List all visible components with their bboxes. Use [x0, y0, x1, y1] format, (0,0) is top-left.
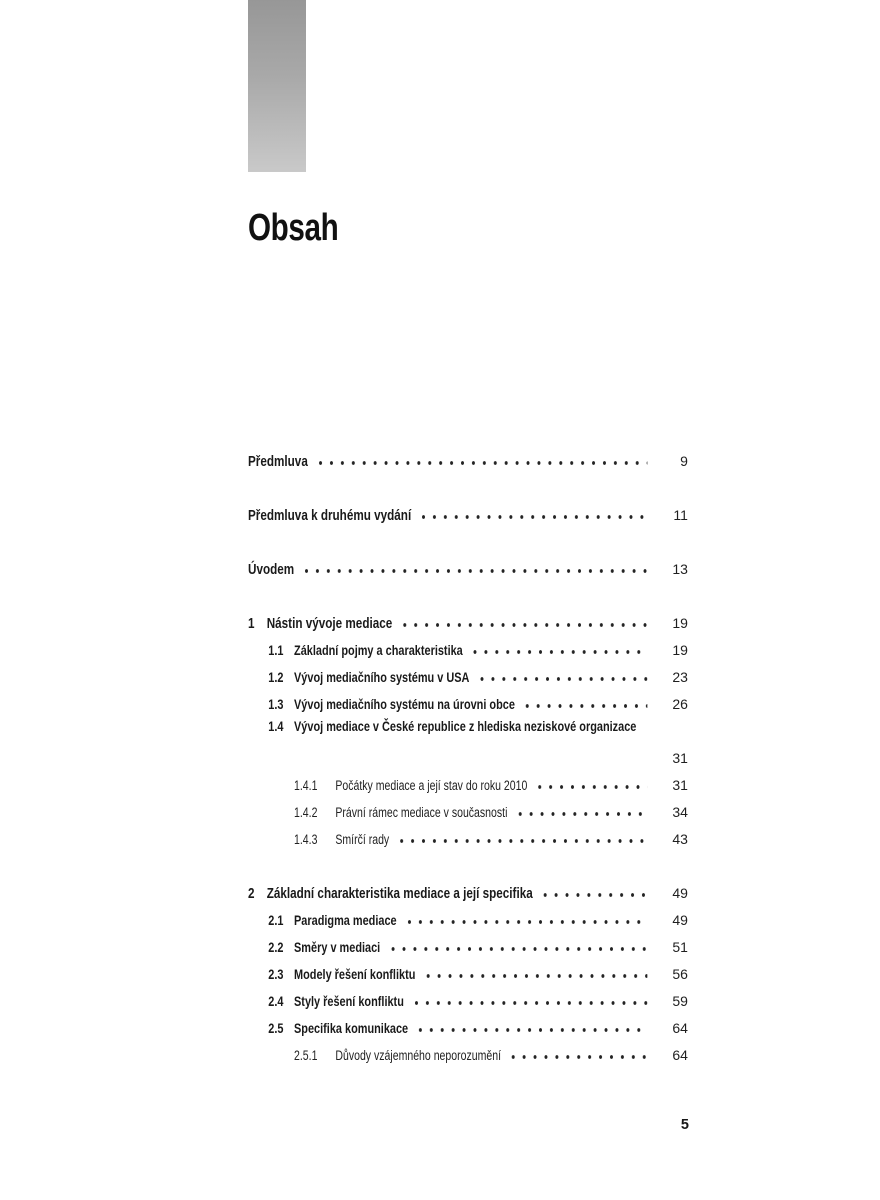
- dot-leader: [540, 880, 648, 898]
- toc-entry-number: 2.5.1: [294, 1048, 318, 1063]
- dot-leader: [522, 691, 647, 709]
- toc-entry-page: 64: [672, 1020, 688, 1036]
- toc-entry-page: 26: [672, 696, 688, 712]
- toc-entry-page: 23: [672, 669, 688, 685]
- toc-entry-page: 19: [672, 615, 688, 631]
- toc-entry-number: 1.4.2: [294, 805, 318, 820]
- toc-entry: [248, 907, 688, 934]
- page-title: Obsah: [248, 207, 339, 249]
- toc-entry-page: 9: [680, 453, 688, 469]
- toc-entry: [248, 664, 688, 691]
- toc-entry-title: Vývoj mediace v České republice z hlediska neziskové organizace: [294, 718, 637, 734]
- toc-entry-number: 1.3: [268, 696, 284, 712]
- toc-entry-number: 1.1: [268, 642, 284, 658]
- dot-leader: [508, 1042, 647, 1060]
- toc-entry-number: 2: [248, 885, 255, 902]
- toc-entry: [248, 691, 688, 718]
- toc-entry: [248, 556, 688, 583]
- toc-entry-title: Vývoj mediačního systému v USA: [294, 669, 470, 685]
- dot-leader: [476, 664, 647, 682]
- toc-entry-title: Směry v mediaci: [294, 939, 381, 955]
- toc-entry-page: 49: [672, 912, 688, 928]
- toc-entry-title: Základní pojmy a charakteristika: [294, 642, 463, 658]
- toc-entry-title: Specifika komunikace: [294, 1020, 409, 1036]
- toc-entry-page: 19: [672, 642, 688, 658]
- toc-entry-page: 51: [672, 939, 688, 955]
- toc-entry: [248, 799, 688, 826]
- toc-entry-title: Úvodem: [248, 561, 295, 578]
- toc-entry: [248, 772, 688, 799]
- toc-entry-page: 11: [673, 507, 688, 523]
- toc-entry: [248, 961, 688, 988]
- toc-entry-page: 59: [672, 993, 688, 1009]
- toc-entry-number: 1.4: [268, 718, 284, 734]
- toc-entry: [248, 637, 688, 664]
- dot-leader: [404, 907, 648, 925]
- toc-entry-page: 64: [672, 1047, 688, 1063]
- toc-entry: [248, 1042, 688, 1069]
- dot-leader: [411, 988, 647, 1006]
- chapter-marker-bar: [248, 0, 306, 172]
- toc-entry-title: Základní charakteristika mediace a její specifika: [266, 885, 533, 902]
- toc-entry-number: 2.3: [268, 966, 284, 982]
- toc-entry: [248, 1015, 688, 1042]
- dot-leader: [396, 826, 647, 844]
- toc-entry-number: 2.2: [268, 939, 284, 955]
- folio-page-number: 5: [680, 1117, 689, 1133]
- dot-leader: [399, 610, 647, 628]
- toc-entry-number: 2.1: [268, 912, 284, 928]
- toc-entry-title: Předmluva: [248, 453, 308, 470]
- toc-entry-title: Modely řešení konfliktu: [294, 966, 416, 982]
- dot-leader: [418, 502, 647, 520]
- dot-leader: [514, 799, 647, 817]
- toc-entry-number: 1.2: [268, 669, 284, 685]
- dot-leader: [301, 556, 647, 574]
- toc-entry-page: 31: [672, 750, 688, 766]
- toc-entry-number: 2.5: [268, 1020, 284, 1036]
- toc-entry-page: 49: [672, 885, 688, 901]
- toc-entry-title: Důvody vzájemného neporozumění: [335, 1048, 502, 1063]
- dot-leader: [470, 637, 648, 655]
- toc-entry-number: 1: [248, 615, 255, 632]
- toc-entry: [248, 826, 688, 853]
- toc-entry-number: 1.4.1: [294, 778, 318, 793]
- toc-entry-title: Smírčí rady: [335, 832, 390, 847]
- toc-entry-title: Paradigma mediace: [294, 912, 397, 928]
- toc-entry: [248, 934, 688, 961]
- page-footer: [248, 1112, 689, 1139]
- toc-entry-title: Styly řešení konfliktu: [294, 993, 404, 1009]
- toc-entry-title: Vývoj mediačního systému na úrovni obce: [294, 696, 515, 712]
- table-of-contents: [248, 448, 688, 1069]
- toc-entry-page: 31: [672, 777, 688, 793]
- toc-entry-title: Počátky mediace a její stav do roku 2010: [335, 778, 528, 793]
- toc-entry-number: 2.4: [268, 993, 284, 1009]
- toc-entry: [248, 502, 688, 529]
- dot-leader: [422, 961, 647, 979]
- dot-leader: [387, 934, 647, 952]
- toc-entry-title: Nástin vývoje mediace: [266, 615, 393, 632]
- dot-leader: [315, 448, 648, 466]
- toc-entry-page: 56: [672, 966, 688, 982]
- toc-entry-page: 43: [672, 831, 688, 847]
- toc-entry-title: Právní rámec mediace v současnosti: [335, 805, 508, 820]
- dot-leader: [534, 772, 647, 790]
- toc-entry-title: Předmluva k druhému vydání: [248, 507, 412, 524]
- page-title-wrap: [248, 209, 338, 247]
- dot-leader: [255, 745, 647, 763]
- toc-entry-number: 1.4.3: [294, 832, 318, 847]
- toc-entry: [248, 718, 688, 745]
- toc-entry: [248, 448, 688, 475]
- toc-entry-page: 13: [672, 561, 688, 577]
- dot-leader: [415, 1015, 647, 1033]
- toc-entry: [248, 988, 688, 1015]
- toc-entry-page: 34: [672, 804, 688, 820]
- toc-entry-page-line: [248, 745, 688, 772]
- toc-entry: [248, 610, 688, 637]
- toc-entry: [248, 880, 688, 907]
